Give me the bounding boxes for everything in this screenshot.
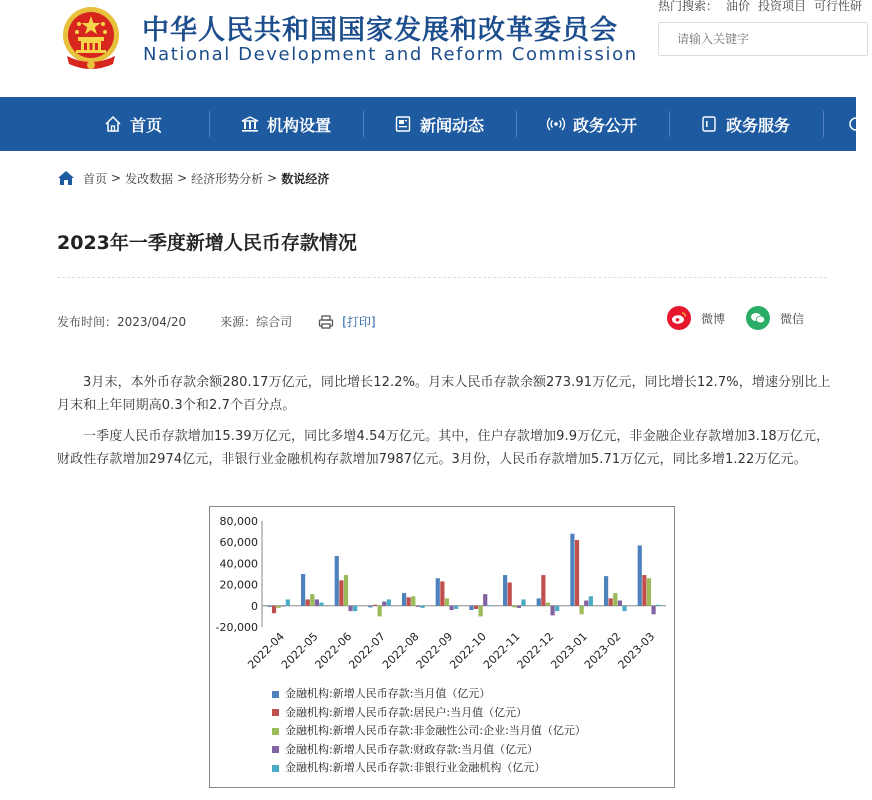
hot-search <box>658 0 870 14</box>
chart-bar <box>512 606 516 608</box>
y-tick-label: 0 <box>251 599 258 613</box>
breadcrumb-current[interactable]: 数说经济 <box>281 171 330 186</box>
legend-label: 金融机构:新增人民币存款:非银行业金融机构（亿元） <box>285 761 546 774</box>
chart-bar <box>613 593 617 606</box>
nav-label: 新闻动态 <box>420 115 485 135</box>
chart-bar <box>555 606 559 611</box>
nav-item-news[interactable] <box>394 97 484 151</box>
chart-bar <box>622 606 626 611</box>
nav-divider <box>669 111 670 137</box>
share-wechat-label: 微信 <box>780 311 805 326</box>
chart-bar <box>378 606 382 617</box>
share-weibo-label: 微博 <box>701 311 726 326</box>
legend-swatch <box>272 728 279 735</box>
y-tick-label: 60,000 <box>219 536 258 550</box>
chart-bar <box>387 599 391 605</box>
article-paragraph: 3月末，本外币存款余额280.17万亿元，同比增长12.2%。月末人民币存款余额273.91万亿元，同比增长12.7%，增速分别比上月末和上年同期高0.3个和2.7个百分点。 <box>57 375 831 413</box>
chart-bar <box>420 606 424 608</box>
chart-bar <box>445 598 449 605</box>
x-tick-label: 2022-04 <box>245 629 287 672</box>
chart-bar <box>335 556 339 606</box>
title-divider <box>57 277 827 278</box>
site-header <box>0 0 863 97</box>
hot-keyword-link[interactable]: 油价 <box>726 0 751 13</box>
nav-divider <box>823 111 824 137</box>
chart-bar <box>411 596 415 606</box>
chart-bar <box>272 606 276 613</box>
x-tick-label: 2022-07 <box>346 629 388 672</box>
site-name-en[interactable]: National Development and Reform Commission <box>143 44 638 65</box>
print-button[interactable] <box>318 313 375 330</box>
chart-bar <box>546 603 550 606</box>
chart-bar <box>373 605 377 606</box>
article-paragraph: 一季度人民币存款增加15.39万亿元，同比多增4.54万亿元。其中，住户存款增加9.9万亿元，非金融企业存款增加3.18万亿元，财政性存款增加2974亿元，非银行业金融机构存款增加7987亿元。3月份，人民币存款增加5.71万亿元，同比多增1.22万亿元。 <box>57 429 830 467</box>
chart-bar <box>517 606 521 608</box>
broadcast-icon <box>547 115 565 133</box>
chart-bar <box>604 576 608 606</box>
search-box <box>658 22 868 56</box>
legend-label: 金融机构:新增人民币存款:居民户:当月值（亿元） <box>285 705 528 719</box>
chart-bar <box>306 599 310 605</box>
x-tick-label: 2022-09 <box>413 629 456 672</box>
y-tick-label: 80,000 <box>219 515 258 528</box>
chart-bar <box>584 601 588 606</box>
national-emblem-icon[interactable] <box>57 4 125 74</box>
institution-icon <box>241 115 259 133</box>
chart-legend <box>272 685 586 778</box>
breadcrumb-link-home[interactable]: 首页 <box>83 171 108 186</box>
chart-bar <box>479 606 483 617</box>
chart-bar <box>310 594 314 606</box>
share-wechat-button[interactable] <box>746 306 804 330</box>
chart-bar <box>454 606 458 609</box>
y-tick-label: 20,000 <box>219 578 258 592</box>
chart-bar <box>503 575 507 606</box>
chart-bar <box>449 606 453 610</box>
home-icon[interactable] <box>57 170 75 186</box>
x-tick-label: 2022-12 <box>514 629 557 672</box>
article-meta <box>57 313 376 330</box>
nav-item-home[interactable] <box>104 97 162 151</box>
chart-bar <box>339 580 343 605</box>
nav-divider <box>209 111 210 137</box>
x-tick-label: 2022-05 <box>278 629 321 672</box>
home-icon <box>104 115 122 133</box>
chart-bar <box>550 606 554 616</box>
breadcrumb <box>57 168 329 188</box>
nav-more-button[interactable] <box>848 97 872 151</box>
breadcrumb-link-analysis[interactable]: 经济形势分析 <box>191 171 264 186</box>
x-tick-label: 2023-01 <box>548 629 590 672</box>
nav-divider <box>363 111 364 137</box>
nav-label: 机构设置 <box>267 115 332 135</box>
chart-bar <box>416 606 420 607</box>
chart-bar <box>508 582 512 605</box>
legend-swatch <box>272 691 279 698</box>
y-tick-label: -20,000 <box>215 621 258 634</box>
chart-bar <box>407 597 411 605</box>
chart-bar <box>301 574 305 606</box>
chart-bar <box>277 606 281 608</box>
y-tick-label: 40,000 <box>219 557 258 571</box>
chart-bar <box>315 599 319 605</box>
site-name-cn[interactable]: 中华人民共和国国家发展和改革委员会 <box>142 15 618 46</box>
chart-bar <box>609 598 613 605</box>
legend-item <box>272 704 586 723</box>
chart-bar <box>436 578 440 606</box>
chart-bar <box>570 534 574 606</box>
x-tick-label: 2022-10 <box>447 629 489 672</box>
chart-bar <box>521 599 525 605</box>
deposit-chart <box>209 506 675 788</box>
chart-bar <box>348 606 352 611</box>
chart-bar <box>469 606 473 610</box>
x-tick-label: 2022-11 <box>480 629 523 672</box>
weibo-icon <box>667 306 691 330</box>
chart-bar <box>402 593 406 606</box>
legend-item <box>272 685 586 704</box>
hot-search-label: 热门搜索： <box>658 0 719 13</box>
breadcrumb-separator: > <box>267 171 278 185</box>
nav-item-government-affairs[interactable] <box>547 97 637 151</box>
main-nav <box>0 97 856 151</box>
legend-label: 金融机构:新增人民币存款:财政存款:当月值（亿元） <box>285 742 539 756</box>
chart-bar <box>474 606 478 609</box>
breadcrumb-separator: > <box>111 171 122 185</box>
chart-bar <box>647 578 651 606</box>
chart-bar <box>344 575 348 606</box>
nav-divider <box>516 111 517 137</box>
legend-swatch <box>272 746 279 753</box>
chart-bar <box>642 575 646 606</box>
x-tick-label: 2022-06 <box>312 629 355 672</box>
service-icon <box>700 115 718 133</box>
x-tick-label: 2023-03 <box>615 629 658 672</box>
legend-swatch <box>272 709 279 716</box>
chart-bar <box>368 606 372 608</box>
legend-swatch <box>272 765 279 772</box>
news-icon <box>394 115 412 133</box>
chart-bar <box>618 601 622 606</box>
nav-label: 政务服务 <box>726 115 791 135</box>
chart-bar <box>440 581 444 605</box>
legend-item <box>272 759 586 778</box>
print-label: [打印] <box>342 315 376 329</box>
chart-bar <box>488 605 492 606</box>
chart-bar <box>589 596 593 606</box>
chart-bar <box>656 605 660 606</box>
nav-item-institution[interactable] <box>241 97 331 151</box>
chart-bar <box>537 598 541 605</box>
wechat-icon <box>746 306 770 330</box>
chart-bar <box>281 606 285 607</box>
nav-item-services[interactable] <box>700 97 790 151</box>
x-tick-label: 2023-02 <box>581 629 624 672</box>
chart-bar <box>541 575 545 606</box>
search-input[interactable] <box>659 23 867 55</box>
chart-bar <box>319 603 323 606</box>
publish-time: 发布时间：2023/04/20 <box>57 315 187 329</box>
share-weibo-button[interactable] <box>667 306 725 330</box>
breadcrumb-link-data[interactable]: 发改数据 <box>125 171 174 186</box>
printer-icon <box>318 315 334 329</box>
chart-bar <box>286 599 290 605</box>
legend-label: 金融机构:新增人民币存款:当月值（亿元） <box>285 687 491 700</box>
legend-item <box>272 722 586 741</box>
chart-bar <box>638 545 642 605</box>
nav-label: 政务公开 <box>573 115 638 135</box>
legend-item <box>272 741 586 760</box>
breadcrumb-separator: > <box>177 171 188 185</box>
nav-label: 首页 <box>130 115 163 135</box>
chart-bar <box>353 606 357 611</box>
chart-bar <box>483 594 487 606</box>
hot-keyword-link[interactable]: 可行性研 <box>814 0 863 13</box>
hot-keyword-link[interactable]: 投资项目 <box>758 0 807 13</box>
more-icon <box>848 115 864 133</box>
chart-bar <box>267 606 271 607</box>
chart-bar <box>575 540 579 606</box>
chart-bar <box>580 606 584 614</box>
article-source: 来源：综合司 <box>220 315 293 329</box>
chart-bar <box>382 602 386 606</box>
legend-label: 金融机构:新增人民币存款:非金融性公司:企业:当月值（亿元） <box>285 724 586 737</box>
x-tick-label: 2022-08 <box>379 629 422 672</box>
article-title: 2023年一季度新增人民币存款情况 <box>57 232 357 254</box>
chart-bar <box>651 606 655 614</box>
